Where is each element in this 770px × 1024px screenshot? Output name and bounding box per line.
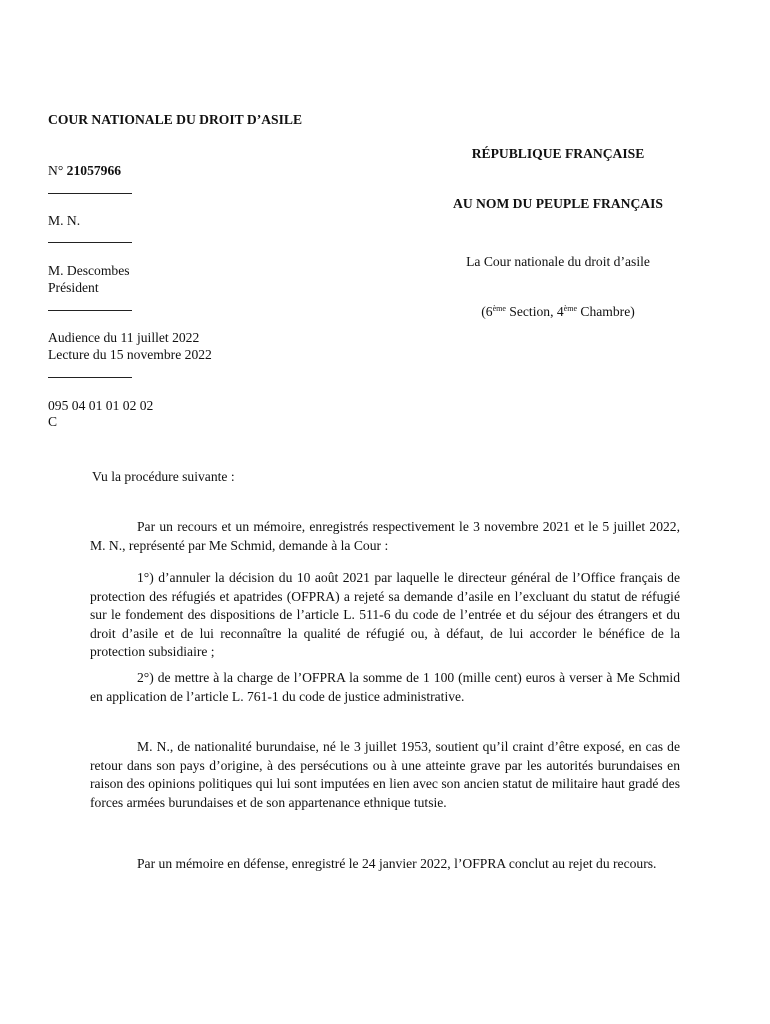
section-sup: ème bbox=[492, 304, 506, 313]
section-mid: Section, 4 bbox=[505, 304, 564, 319]
president-role: Président bbox=[48, 280, 99, 295]
paragraph-request bbox=[90, 518, 680, 555]
president-name: M. Descombes bbox=[48, 263, 130, 278]
paragraph-defense-text: Par un mémoire en défense, enregistré le 24 janvier 2022, l’OFPRA conclut au rejet du recours. bbox=[137, 856, 657, 871]
chamber-close: Chambre) bbox=[577, 304, 635, 319]
separator-2 bbox=[48, 242, 132, 243]
paragraph-applicant-text: M. N., de nationalité burundaise, né le 3 juillet 1953, soutient qu’il craint d’être exposé, en cas de retour dans son pays d’origine, à des persécutions ou à une atteinte grave par les autorités burundaises en raison des opinions politiques qui lui sont imputées en lien avec son ancien statut de militaire haut gradé des forces armées burundaises et de son appartenance ethnique tutsie. bbox=[90, 739, 680, 810]
paragraph-defense bbox=[90, 855, 680, 874]
paragraph-claim-1-text: 1°) d’annuler la décision du 10 août 2021 par laquelle le directeur général de l’Office français de protection des réfugiés et apatrides (OFPRA) a rejeté sa demande d’asile en l’excluant du statut de réfugié sur le fondement des dispositions de l’article L. 511-6 du code de l’entrée et du séjour des étrangers et du droit d’asile et de lui reconnaître la qualité de réfugié ou, à défaut, de lui accorder le bénéfice de la protection subsidiaire ; bbox=[90, 570, 680, 659]
case-number bbox=[48, 163, 121, 179]
paragraph-claim-2 bbox=[90, 669, 680, 706]
case-number-value: 21057966 bbox=[66, 163, 122, 178]
paragraph-applicant bbox=[90, 738, 680, 812]
chamber-sup: ème bbox=[563, 304, 577, 313]
separator-3 bbox=[48, 310, 132, 311]
case-number-prefix: N° bbox=[48, 163, 64, 178]
paragraph-claim-2-text: 2°) de mettre à la charge de l’OFPRA la somme de 1 100 (mille cent) euros à verser à Me Schmid en application de l’article L. 761-1 du code de justice administrative. bbox=[90, 670, 680, 704]
hearing-date: Audience du 11 juillet 2022 bbox=[48, 330, 200, 345]
paragraph-claim-1 bbox=[90, 569, 680, 662]
separator-4 bbox=[48, 377, 132, 378]
reading-date: Lecture du 15 novembre 2022 bbox=[48, 347, 212, 362]
republic-heading: RÉPUBLIQUE FRANÇAISE bbox=[471, 146, 645, 161]
classification-code: 095 04 01 01 02 02 bbox=[48, 398, 154, 413]
procedure-intro: Vu la procédure suivante : bbox=[92, 469, 235, 484]
section-chamber bbox=[420, 304, 696, 320]
party-name: M. N. bbox=[48, 213, 81, 228]
court-title: COUR NATIONALE DU DROIT D’ASILE bbox=[48, 112, 303, 127]
classification-letter: C bbox=[48, 414, 58, 429]
paragraph-request-text: Par un recours et un mémoire, enregistrés respectivement le 3 novembre 2021 et le 5 juillet 2022, M. N., représenté par Me Schmid, demande à la Cour : bbox=[90, 519, 680, 553]
court-name: La Cour nationale du droit d’asile bbox=[466, 254, 650, 269]
section-open: (6 bbox=[481, 304, 493, 319]
separator-1 bbox=[48, 193, 132, 194]
people-heading: AU NOM DU PEUPLE FRANÇAIS bbox=[453, 196, 663, 211]
